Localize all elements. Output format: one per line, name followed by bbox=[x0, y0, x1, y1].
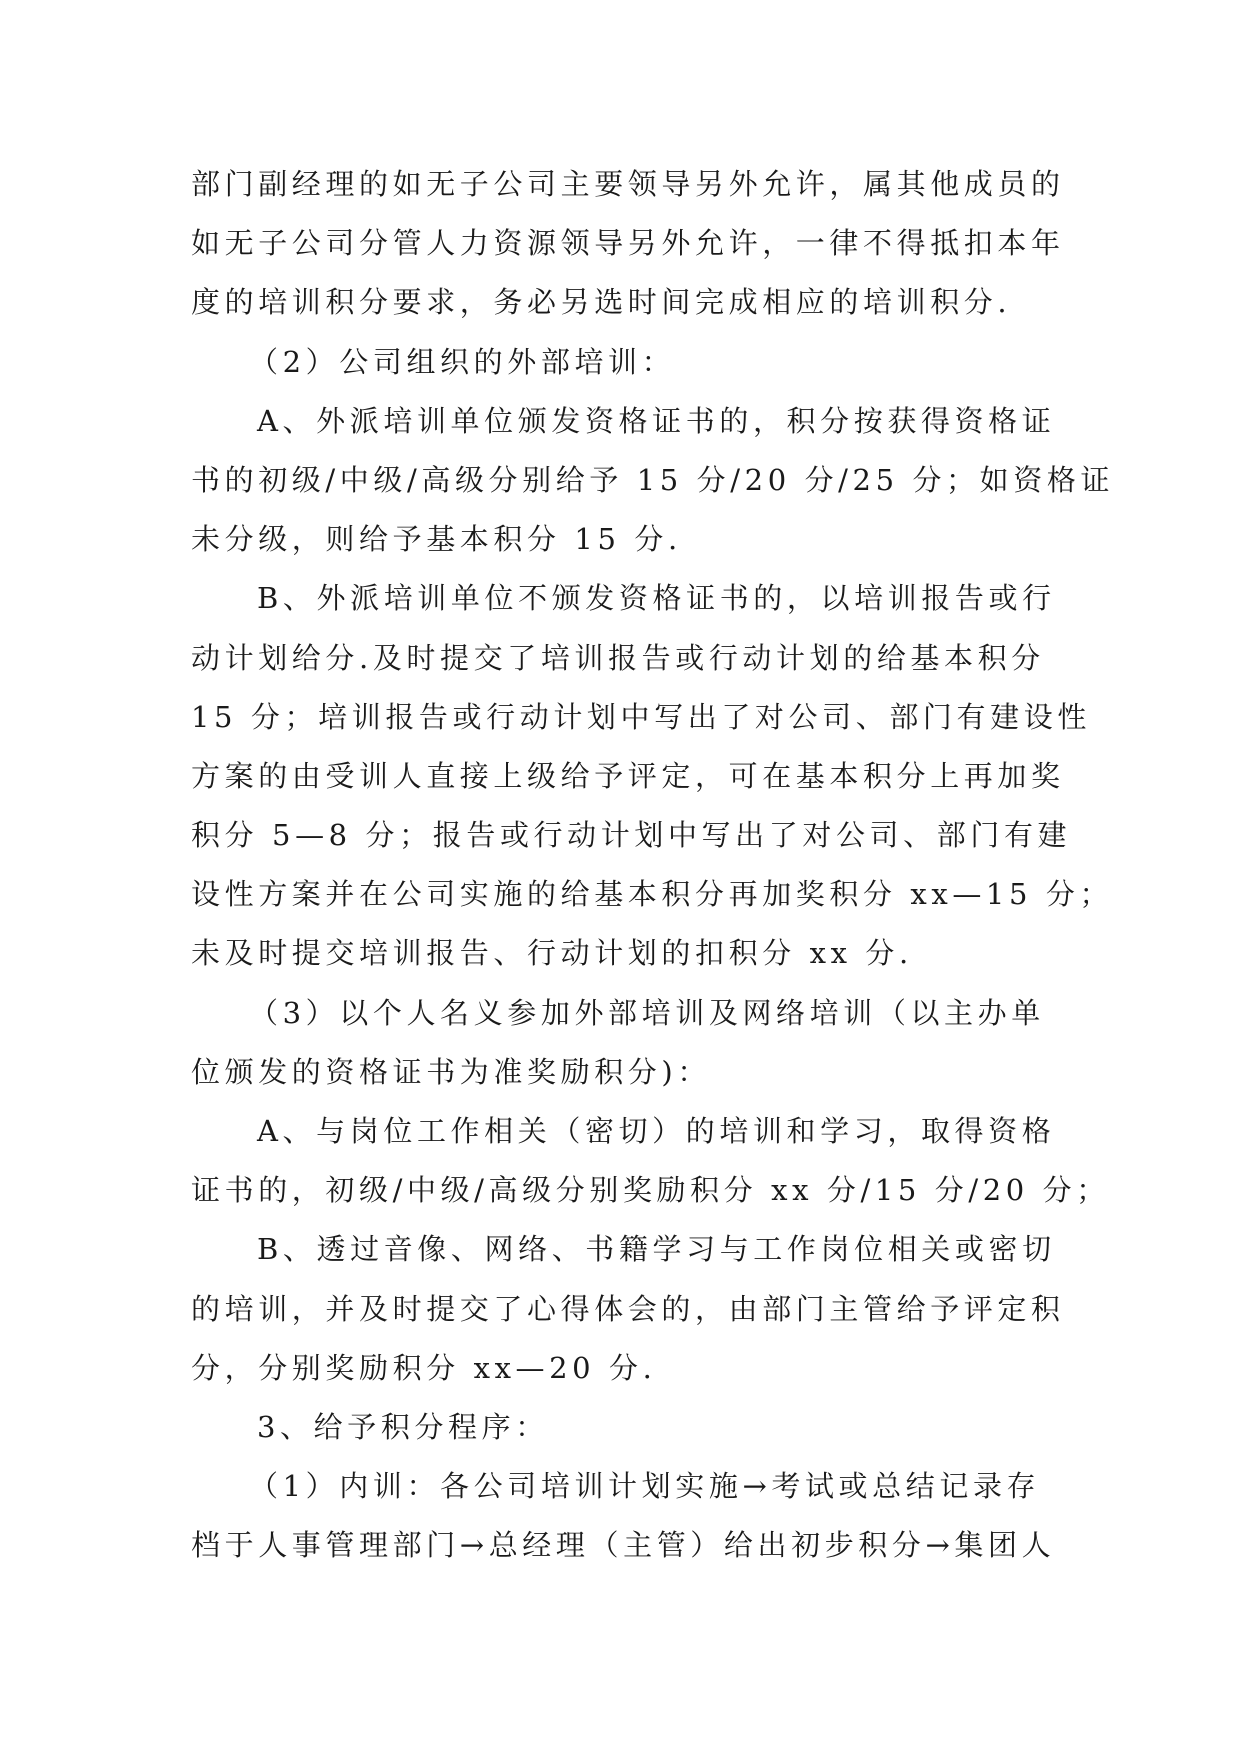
text-line: 的培训，并及时提交了心得体会的，由部门主管给予评定积 bbox=[191, 1291, 1065, 1326]
paragraph-start: A、与岗位工作相关（密切）的培训和学习，取得资格 bbox=[257, 1114, 1056, 1148]
section-heading: （3）以个人名义参加外部培训及网络培训（以主办单 bbox=[249, 995, 1045, 1030]
text-line: 书的初级/中级/高级分别给予 15 分/20 分/25 分；如资格证 bbox=[191, 462, 1115, 497]
paragraph-start: A、外派培训单位颁发资格证书的，积分按获得资格证 bbox=[257, 403, 1056, 438]
text-line: 分，分别奖励积分 xx—20 分. bbox=[191, 1350, 657, 1385]
document-body bbox=[191, 155, 1115, 1576]
text-line: 证书的，初级/中级/高级分别奖励积分 xx 分/15 分/20 分； bbox=[191, 1173, 1110, 1208]
text-line: 如无子公司分管人力资源领导另外允许，一律不得抵扣本年 bbox=[191, 226, 1065, 261]
text-line: 未及时提交培训报告、行动计划的扣积分 xx 分. bbox=[191, 936, 913, 971]
text-line: 设性方案并在公司实施的给基本积分再加奖积分 xx—15 分； bbox=[191, 877, 1114, 912]
paragraph-start: B、外派培训单位不颁发资格证书的，以培训报告或行 bbox=[257, 581, 1056, 616]
text-line: 档于人事管理部门→总经理（主管）给出初步积分→集团人 bbox=[191, 1528, 1056, 1563]
text-line: 积分 5—8 分；报告或行动计划中写出了对公司、部门有建 bbox=[191, 818, 1072, 853]
section-heading: （2）公司组织的外部培训： bbox=[249, 344, 676, 379]
text-line: 未分级，则给予基本积分 15 分. bbox=[191, 522, 682, 557]
paragraph-start: （1）内训：各公司培训计划实施→考试或总结记录存 bbox=[249, 1469, 1041, 1504]
text-line: 部门副经理的如无子公司主要领导另外允许，属其他成员的 bbox=[191, 167, 1065, 201]
text-line: 动计划给分.及时提交了培训报告或行动计划的给基本积分 bbox=[191, 640, 1045, 675]
text-line: 方案的由受训人直接上级给予评定，可在基本积分上再加奖 bbox=[191, 758, 1065, 793]
paragraph-start: B、透过音像、网络、书籍学习与工作岗位相关或密切 bbox=[257, 1232, 1056, 1267]
text-line: 度的培训积分要求，务必另选时间完成相应的培训积分. bbox=[191, 285, 1012, 320]
text-line: 位颁发的资格证书为准奖励积分)： bbox=[191, 1054, 711, 1089]
section-heading: 3、给予积分程序： bbox=[257, 1409, 549, 1444]
text-line: 15 分；培训报告或行动计划中写出了对公司、部门有建设性 bbox=[191, 699, 1091, 734]
